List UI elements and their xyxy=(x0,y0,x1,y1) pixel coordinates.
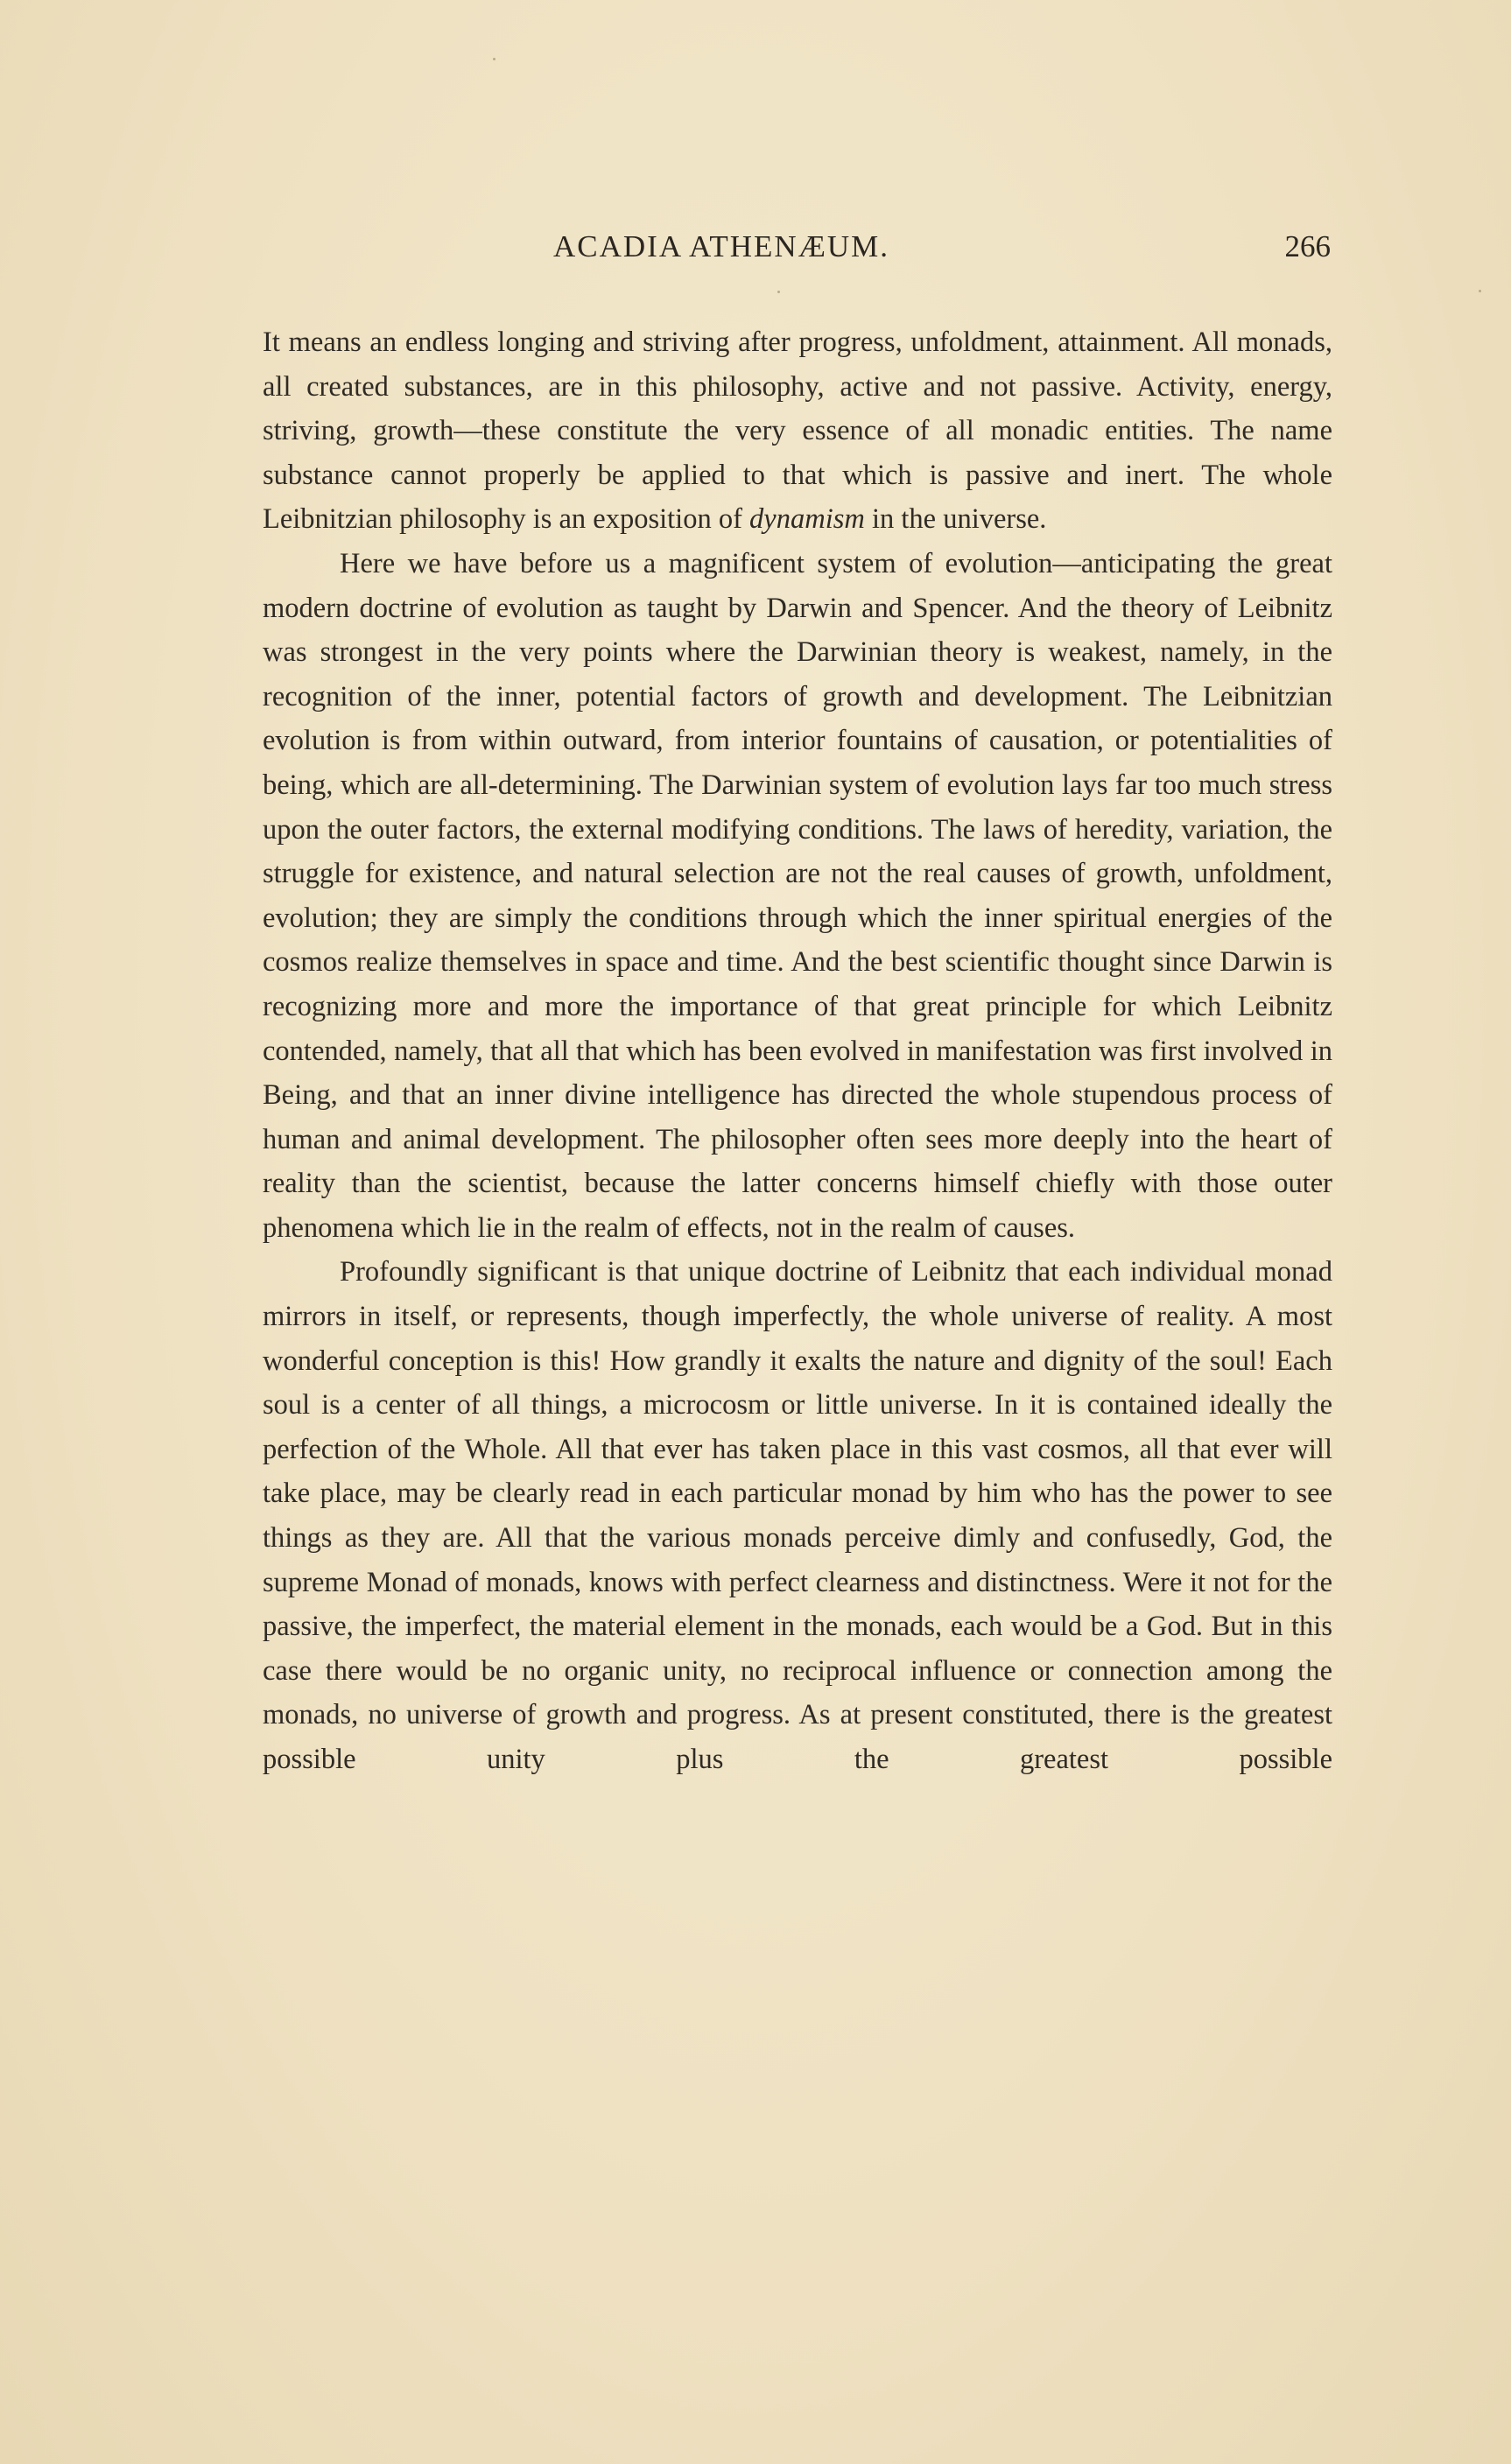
emphasized-term: dynamism xyxy=(749,503,865,536)
paragraph-evolution: Here we have before us a magnificent system of evolution—anticipating the great modern doctrine of evolution as taught by Darwin and Spencer. And the theory of Leibnitz was strongest in the very points where the Darwinian theory is weakest, namely, in the recognition of the inner, potential factors of growth and development. The Leibnitzian evolution is from within outward, from interior fountains of causation, or potentialities of being, which are all-determining. The Darwinian system of evolution lays far too much stress upon the outer factors, the external modifying conditions. The laws of heredity, variation, the struggle for existence, and natural selection are not the real causes of growth, unfoldment, evolution; they are simply the conditions through which the inner spiritual energies of the cosmos realize themselves in space and time. And the best scientific thought since Darwin is recognizing more and more the importance of that great principle for which Leibnitz contended, namely, that all that which has been evolved in manifestation was first involved in Being, and that an inner divine intelligence has directed the whole stupendous process of human and animal development. The philosopher often sees more deeply into the heart of reality than the scientist, because the latter concerns himself chiefly with those outer phenomena which lie in the realm of effects, not in the realm of causes. xyxy=(263,547,1332,1244)
paragraph-text: in the universe. xyxy=(864,503,1047,536)
paragraph-monad-mirror: Profoundly significant is that unique doctrine of Leibnitz that each individual monad mirrors in itself, or represents, though imperfectly, the whole universe of reality. A most wonderful conception is this! How grandly it exalts the nature and dignity of the soul! Each soul is a center of all things, a microcosm or little universe. In it is contained ideally the perfection of the Whole. All that ever has taken place in this vast cosmos, all that ever will take place, may be clearly read in each particular monad by him who has the power to see things as they are. All that the various monads perceive dimly and confusedly, God, the supreme Monad of monads, knows with perfect clearness and distinctness. Were it not for the passive, the imperfect, the material element in the monads, each would be a God. But in this case there would be no organic unity, no reciprocal influence or connection among the monads, no universe of growth and progress. As at present constituted, there is the greatest possible unity plus the greatest possible xyxy=(263,1256,1332,1775)
running-header xyxy=(264,229,1331,282)
page-number: 266 xyxy=(1284,229,1331,263)
paragraph-text: It means an endless longing and striving after progress, unfoldment, attainment. All monads, all created substances, are in this philosophy, active and not passive. Activity, energy, striving, growth—these constitute the very essence of all monadic entities. The name substance cannot properly be applied to that which is passive and inert. The whole Leibnitzian philosophy is an exposition of xyxy=(263,326,1332,536)
paragraph-continued xyxy=(263,320,1332,542)
paper-speck xyxy=(493,58,495,60)
paper-speck xyxy=(1479,290,1481,292)
journal-title: ACADIA ATHENÆUM. xyxy=(553,229,889,263)
article-body xyxy=(263,320,1332,1782)
paper-speck xyxy=(777,291,780,293)
